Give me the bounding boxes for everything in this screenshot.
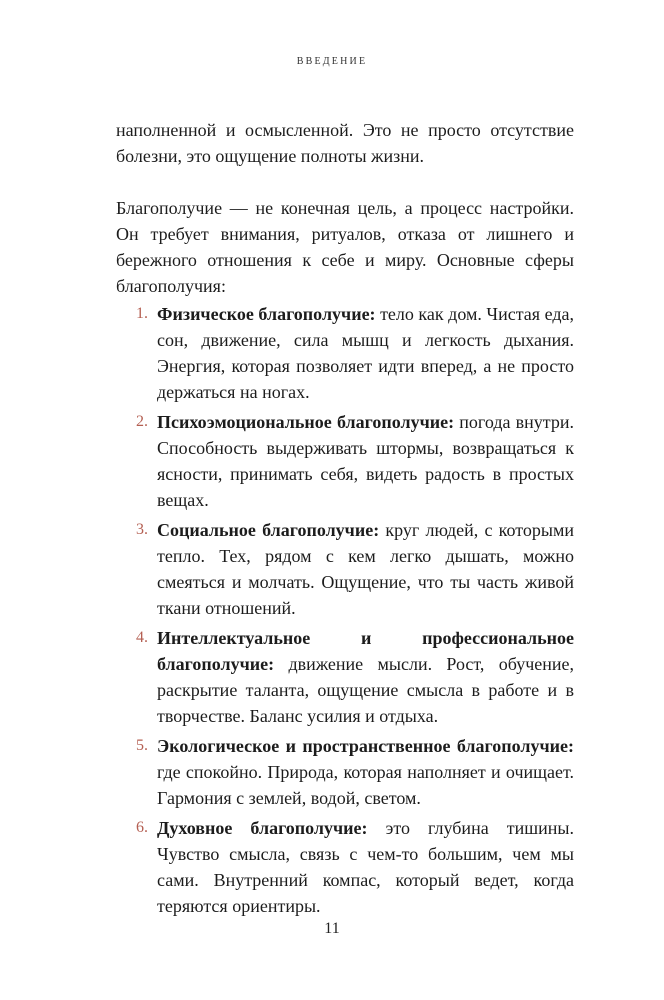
running-head: ВВЕДЕНИЕ: [296, 56, 368, 67]
list-text: тело как дом. Чистая еда, сон, движение, сила мышц и легкость дыхания. Энергия, которая позволяет идти вперед, а не просто держаться на ногах.: [157, 304, 574, 402]
list-text: круг людей, с которыми тепло. Тех, рядом с кем легко дышать, можно смеяться и молчать. Ощущение, что ты часть живой ткани отношений.: [157, 520, 575, 618]
list-text: движение мысли. Рост, обучение, раскрытие таланта, ощущение смысла в работе и в творчестве. Баланс усилия и отдыха.: [157, 654, 574, 726]
paragraph: наполненной и осмысленной. Это не просто отсутствие болезни, это ощущение полноты жизни.: [116, 120, 574, 166]
list-item: [116, 625, 574, 729]
page-number: 11: [324, 920, 340, 937]
list-term: Социальное благополучие:: [157, 520, 380, 540]
list-text: погода внутри. Способность выдерживать штормы, возвращаться к ясности, принимать себя, видеть радость в простых вещах.: [157, 412, 575, 510]
list-number: 3.: [136, 521, 148, 538]
list-text: это глубина тишины. Чувство смысла, связь с чем-то большим, чем мы сами. Внутренний компас, который ведет, когда теряются ориентиры.: [157, 818, 574, 916]
list-term: Экологическое и пространственное благополучие:: [157, 736, 574, 756]
spheres-list: [116, 301, 574, 919]
list-term: Физическое благополучие:: [157, 304, 376, 324]
list-term: Психоэмоциональное благополучие:: [157, 412, 455, 432]
list-term: Духовное благополучие:: [157, 818, 368, 838]
list-item: [116, 815, 574, 919]
list-number: 6.: [136, 819, 148, 836]
body-text: [116, 117, 574, 919]
list-term: Интеллектуальное и профессиональное благополучие:: [157, 628, 574, 674]
list-item: [116, 301, 574, 405]
list-number: 5.: [136, 737, 148, 754]
list-item: [116, 517, 574, 621]
list-item: [116, 409, 574, 513]
list-text: где спокойно. Природа, которая наполняет и очищает. Гармония с землей, водой, светом.: [157, 762, 574, 808]
list-item: [116, 733, 574, 811]
paragraph: Благополучие — не конечная цель, а процесс настройки. Он требует внимания, ритуалов, отказа от лишнего и бережного отношения к себе и миру. Основные сферы благополучия:: [116, 198, 574, 296]
list-number: 2.: [136, 413, 148, 430]
list-number: 1.: [136, 305, 148, 322]
list-number: 4.: [136, 629, 148, 646]
